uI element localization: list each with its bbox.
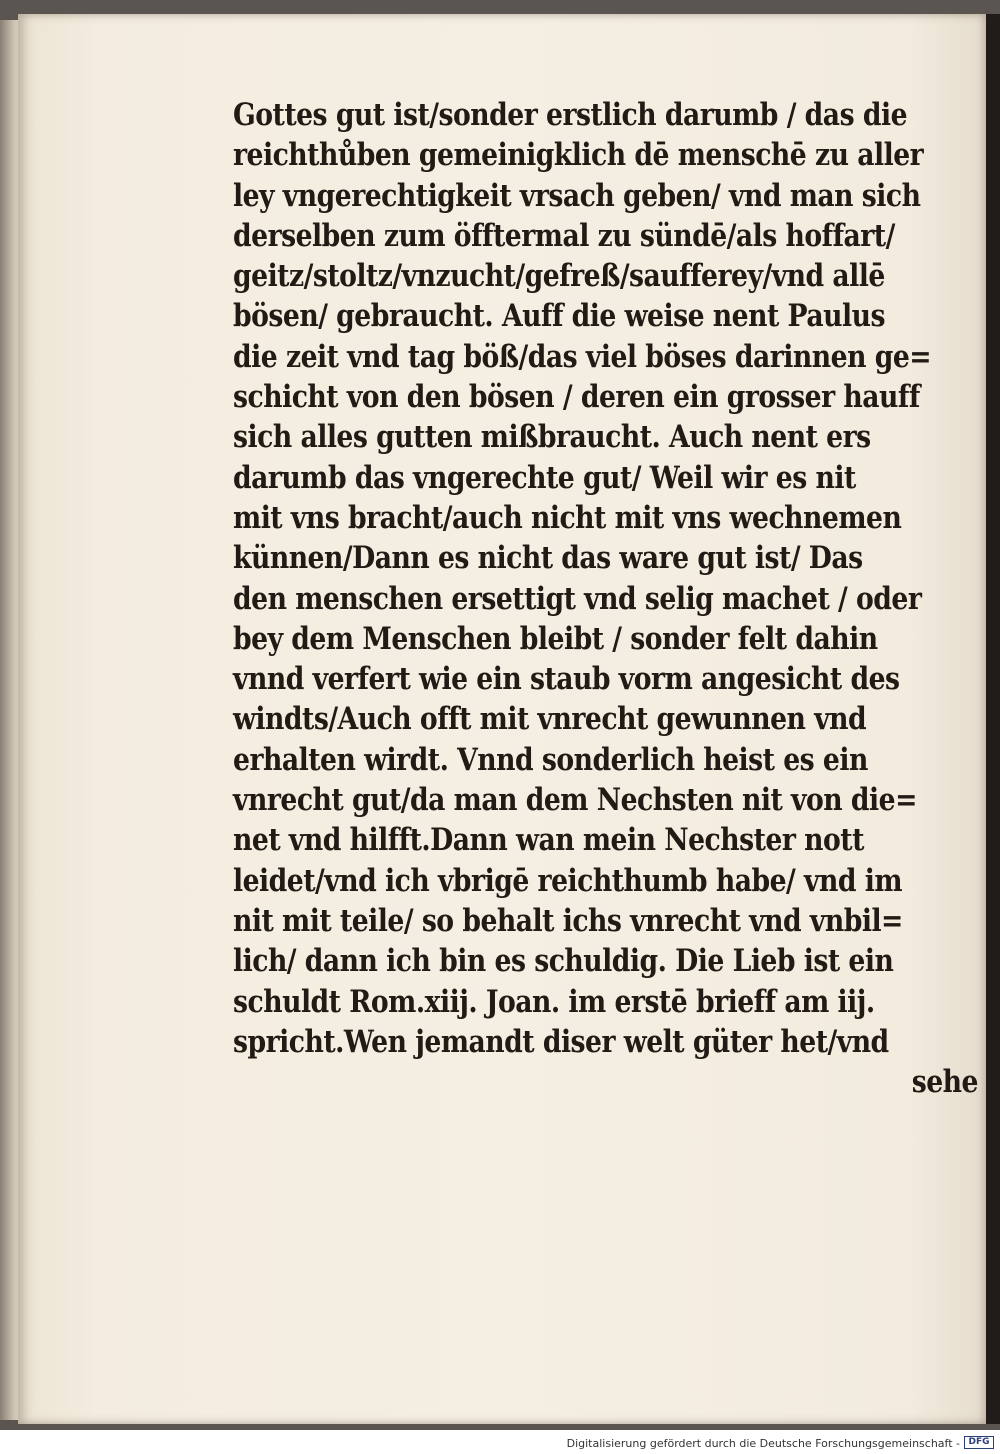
dfg-logo-icon: DFG bbox=[964, 1436, 994, 1449]
text-line: bösen/ gebraucht. Auff die weise nent Paulus bbox=[233, 298, 885, 335]
text-line: nit mit teile/ so behalt ichs vnrecht vnd vnbil= bbox=[233, 902, 903, 939]
text-line: Gottes gut ist/sonder erstlich darumb / das die bbox=[233, 97, 908, 133]
text-line: mit vns bracht/auch nicht mit vns wechnemen bbox=[233, 499, 902, 536]
bleed-through-shadow bbox=[460, 1166, 463, 1196]
text-line: schicht von den bösen / deren ein grosser hauff bbox=[233, 379, 920, 416]
text-line: die zeit vnd tag böß/das viel böses darinnen ge= bbox=[233, 338, 932, 375]
text-line: geitz/stoltz/vnzucht/gefreß/saufferey/vnd allē bbox=[233, 258, 885, 295]
text-line: net vnd hilfft.Dann wan mein Nechster nott bbox=[233, 822, 864, 859]
text-line: lich/ dann ich bin es schuldig. Die Lieb ist ein bbox=[233, 943, 894, 980]
text-line: derselben zum öfftermal zu sündē/als hoffart/ bbox=[233, 217, 895, 254]
text-line: spricht.Wen jemandt diser welt güter het/vnd bbox=[233, 1023, 889, 1060]
footer-bar bbox=[0, 1430, 1000, 1454]
text-line: bey dem Menschen bleibt / sonder felt dahin bbox=[233, 620, 878, 657]
text-line: künnen/Dann es nicht das ware gut ist/ Das bbox=[233, 540, 863, 577]
funding-credit: Digitalisierung gefördert durch die Deutsche Forschungsgemeinschaft - bbox=[566, 1437, 960, 1450]
text-line: vnnd verfert wie ein staub vorm angesicht des bbox=[233, 661, 900, 698]
text-line: erhalten wirdt. Vnnd sonderlich heist es ein bbox=[233, 741, 868, 778]
text-line: reichthůben gemeinigklich dē menschē zu aller bbox=[233, 137, 924, 174]
text-line: sich alles gutten mißbraucht. Auch nent ers bbox=[233, 419, 871, 456]
text-line: ley vngerechtigkeit vrsach geben/ vnd man sich bbox=[233, 177, 921, 214]
text-line: leidet/vnd ich vbrigē reichthumb habe/ vnd im bbox=[233, 862, 903, 899]
text-block bbox=[233, 95, 978, 1102]
text-line: den menschen ersettigt vnd selig machet / oder bbox=[233, 580, 922, 617]
text-line: vnrecht gut/da man dem Nechsten nit von die= bbox=[233, 782, 917, 819]
text-line: windts/Auch offt mit vnrecht gewunnen vnd bbox=[233, 701, 867, 738]
text-line: darumb das vngerechte gut/ Weil wir es nit bbox=[233, 459, 856, 496]
text-line: schuldt Rom.xiij. Joan. im erstē brieff am iij. bbox=[233, 983, 875, 1020]
right-dark-strip bbox=[986, 14, 1000, 1424]
catchword: sehe bbox=[911, 1064, 978, 1101]
